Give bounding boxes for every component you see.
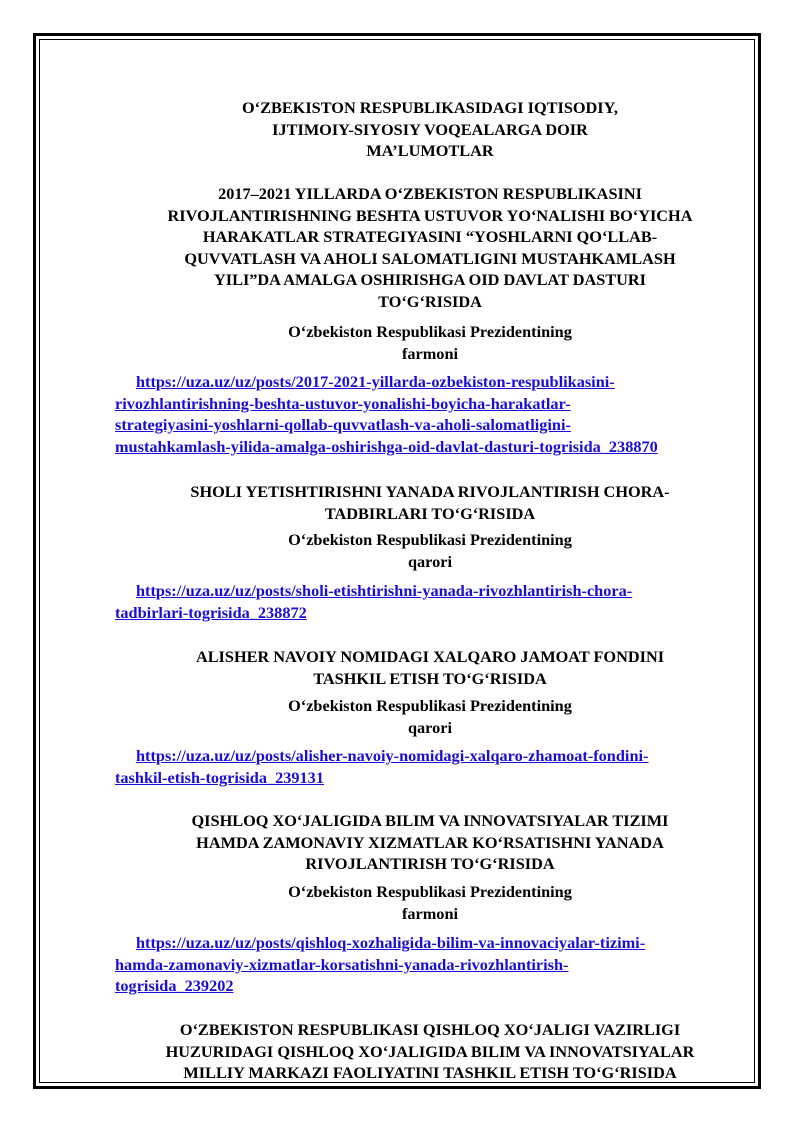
entry-title: SHOLI YETISHTIRISHNI YANADA RIVOJLANTIRISH CHORA- TADBIRLARI TO‘G‘RISIDA bbox=[190, 482, 670, 523]
document-header bbox=[115, 97, 745, 162]
entry-1-link-block bbox=[115, 371, 745, 457]
entry-title: O‘ZBEKISTON RESPUBLIKASI QISHLOQ XO‘JALIGI VAZIRLIGI HUZURIDAGI QISHLOQ XO‘JALIGIDA BILIM VA INNOVATSIYALAR MILLIY MARKAZI FAOLIYATINI TASHKIL ETISH TO‘G‘RISIDA bbox=[165, 1020, 695, 1082]
entry-3 bbox=[115, 646, 745, 689]
entry-link[interactable]: https://uza.uz/uz/posts/qishloq-xozhaligida-bilim-va-innovaciyalar-tizimi- hamda-zamonaviy-xizmatlar-korsatishni-yanada-rivozhlantirish- togrisida_239202 bbox=[115, 933, 646, 995]
entry-3-link-block bbox=[115, 745, 745, 788]
entry-link[interactable]: https://uza.uz/uz/posts/alisher-navoiy-nomidagi-xalqaro-zhamoat-fondini- tashkil-etish-togrisida_239131 bbox=[115, 746, 649, 787]
entry-issuer: O‘zbekiston Respublikasi Prezidentining qarori bbox=[288, 696, 572, 737]
entry-title: QISHLOQ XO‘JALIGIDA BILIM VA INNOVATSIYALAR TIZIMI HAMDA ZAMONAVIY XIZMATLAR KO‘RSATISHNI YANADA RIVOJLANTIRISH TO‘G‘RISIDA bbox=[191, 811, 669, 873]
entry-link[interactable]: https://uza.uz/uz/posts/2017-2021-yillarda-ozbekiston-respublikasini- rivozhlantirishning-beshta-ustuvor-yonalishi-boyicha-harakatlar- strategiyasini-yoshlarni-qollab-quvvatlash-va-aholi-salomatligini- mustahkamlash-yilida-amalga-oshirishga-oid-davlat-dasturi-togrisida_238870 bbox=[115, 372, 658, 456]
entry-title: ALISHER NAVOIY NOMIDAGI XALQARO JAMOAT FONDINI TASHKIL ETISH TO‘G‘RISIDA bbox=[195, 647, 665, 688]
entry-link[interactable]: https://uza.uz/uz/posts/sholi-etishtirishni-yanada-rivozhlantirish-chora- tadbirlari-togrisida_238872 bbox=[115, 581, 633, 622]
entry-5 bbox=[115, 1019, 745, 1084]
page-title: O‘ZBEKISTON RESPUBLIKASIDAGI IQTISODIY, IJTIMOIY-SIYOSIY VOQEALARGA DOIR MA’LUMOTLAR bbox=[242, 98, 618, 160]
entry-issuer: O‘zbekiston Respublikasi Prezidentining qarori bbox=[288, 530, 572, 571]
entry-title: 2017–2021 YILLARDA O‘ZBEKISTON RESPUBLIKASINI RIVOJLANTIRISHNING BESHTA USTUVOR YO‘NALISHI BO‘YICHA HARAKATLAR STRATEGIYASINI “YOSHLARNI QO‘LLAB- QUVVATLASH VA AHOLI SALOMATLIGINI MUSTAHKAMLASH YILI”DA AMALGA OSHIRISHGA OID DAVLAT DASTURI TO‘G‘RISIDA bbox=[167, 184, 693, 311]
entry-4-issuer-block bbox=[115, 881, 745, 924]
entry-1-issuer-block bbox=[115, 321, 745, 364]
entry-4-link-block bbox=[115, 932, 745, 997]
entry-3-issuer-block bbox=[115, 695, 745, 738]
entry-1 bbox=[115, 183, 745, 312]
entry-issuer: O‘zbekiston Respublikasi Prezidentining farmoni bbox=[288, 322, 572, 363]
entry-issuer: O‘zbekiston Respublikasi Prezidentining farmoni bbox=[288, 882, 572, 923]
entry-2-issuer-block bbox=[115, 529, 745, 572]
entry-2-link-block bbox=[115, 580, 745, 623]
entry-4 bbox=[115, 810, 745, 875]
entry-2 bbox=[115, 481, 745, 524]
